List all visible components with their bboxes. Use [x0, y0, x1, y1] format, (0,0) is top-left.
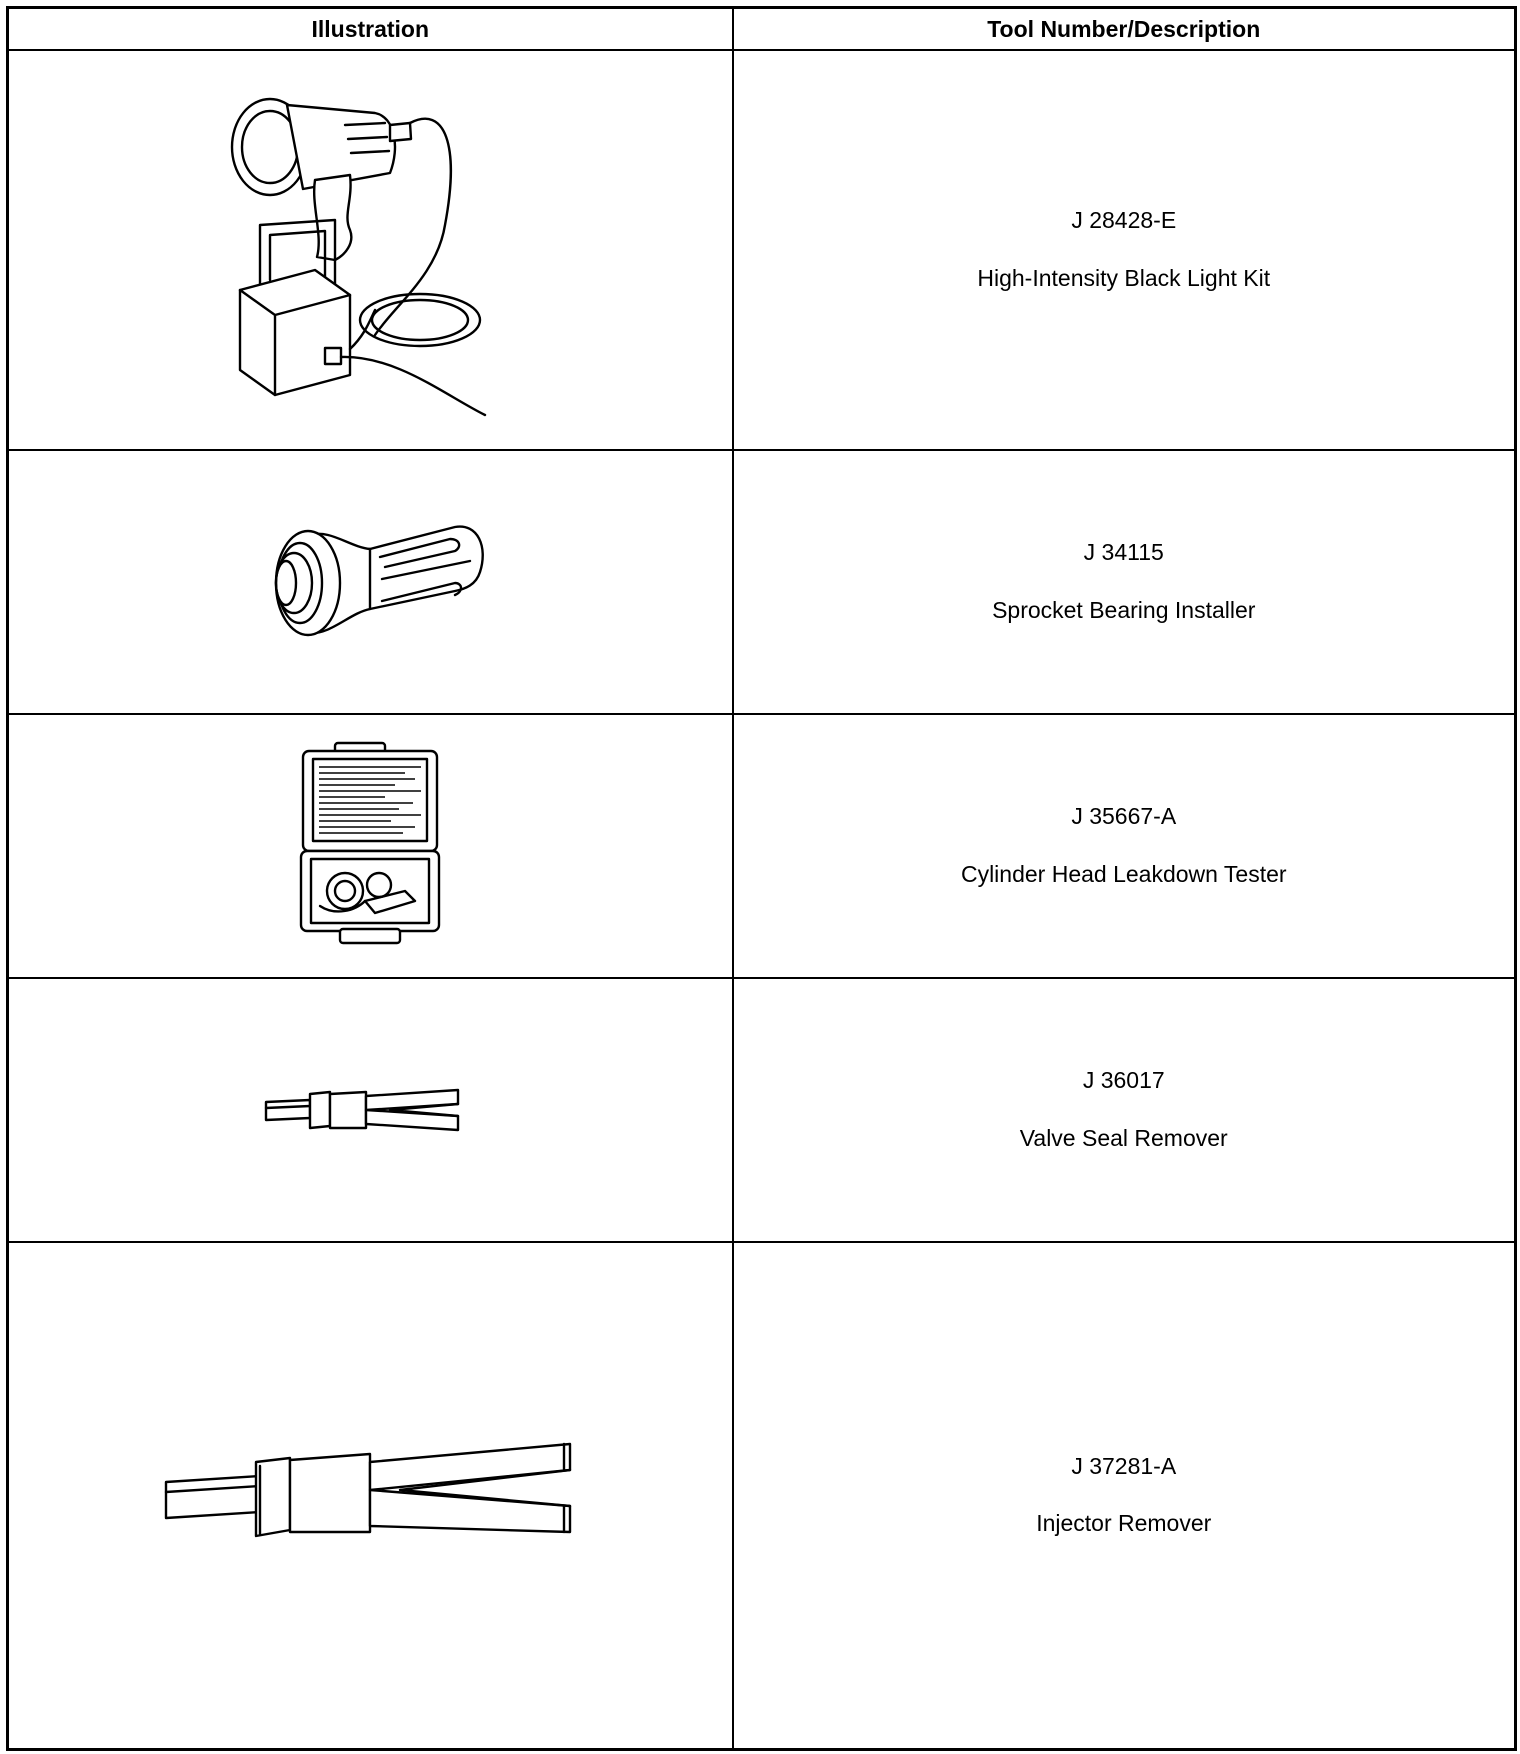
black-light-kit-icon [225, 65, 515, 435]
table-row [8, 714, 1516, 978]
table-row [8, 1242, 1516, 1749]
illustration-cell [8, 714, 733, 978]
table-header-row [8, 8, 1516, 51]
tool-description: Cylinder Head Leakdown Tester [960, 861, 1287, 887]
header-illustration: Illustration [8, 8, 733, 51]
header-tool-number-description: Tool Number/Description [733, 8, 1516, 51]
illustration-cell [8, 50, 733, 450]
tool-cell [733, 50, 1516, 450]
tool-number: J 34115 [1083, 539, 1164, 566]
tool-description: Sprocket Bearing Installer [992, 597, 1256, 623]
illustration-cell [8, 978, 733, 1242]
table-row [8, 978, 1516, 1242]
valve-seal-remover-icon [260, 1080, 480, 1140]
table-row [8, 450, 1516, 714]
tool-cell [733, 714, 1516, 978]
tool-number: J 37281-A [1071, 1452, 1177, 1479]
tool-description: Valve Seal Remover [1019, 1125, 1228, 1151]
tool-description: Injector Remover [1036, 1510, 1212, 1537]
tool-number: J 28428-E [1071, 207, 1177, 234]
illustration-cell [8, 450, 733, 714]
bearing-installer-icon [250, 517, 490, 647]
leakdown-tester-case-icon [295, 741, 445, 951]
tool-cell [733, 978, 1516, 1242]
special-tools-table [6, 6, 1517, 1751]
tool-cell [733, 450, 1516, 714]
table-row [8, 50, 1516, 450]
tool-description: High-Intensity Black Light Kit [977, 265, 1271, 291]
tool-number: J 36017 [1082, 1067, 1165, 1094]
injector-remover-icon [160, 1440, 580, 1550]
illustration-cell [8, 1242, 733, 1749]
tool-cell [733, 1242, 1516, 1749]
tool-number: J 35667-A [1071, 803, 1177, 830]
